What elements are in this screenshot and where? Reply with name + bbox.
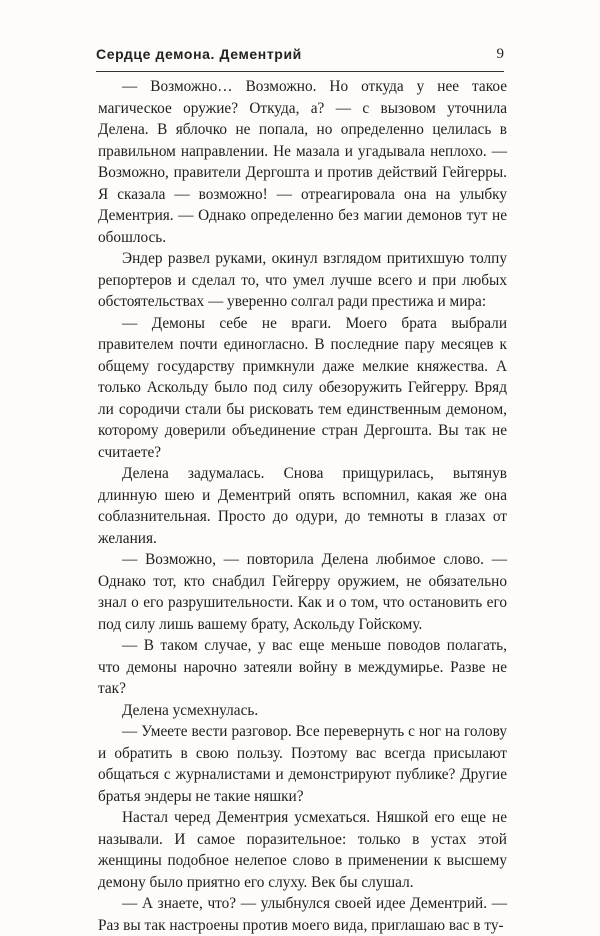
paragraph: Делена задумалась. Снова прищурилась, вытянув длинную шею и Дементрий опять вспомнил, какая же она соблазнительная. Просто до одури, до темноты в глазах от желания. bbox=[98, 465, 507, 547]
paragraph: Настал черед Дементрия усмехаться. Няшкой его еще не называли. И самое поразительное: только в устах этой женщины подобное нелепое слово в применении к высшему демону было приятно его слуху. Век бы слушал. bbox=[98, 809, 507, 891]
page-body bbox=[98, 76, 507, 936]
paragraph: — В таком случае, у вас еще меньше поводов полагать, что демоны нарочно затеяли войну в междумирье. Разве не так? bbox=[98, 637, 507, 697]
running-header bbox=[96, 44, 504, 68]
running-title: Сердце демона. Дементрий bbox=[96, 46, 302, 62]
page-number: 9 bbox=[496, 46, 504, 62]
header-rule bbox=[96, 71, 504, 72]
paragraph: Делена усмехнулась. bbox=[122, 701, 259, 719]
paragraph: Эндер развел руками, окинул взглядом притихшую толпу репортеров и сделал то, что умел лучше всего и при любых обстоятельствах — уверенно солгал ради престижа и мира: bbox=[98, 250, 507, 310]
paragraph: — Возможно, — повторила Делена любимое слово. — Однако тот, кто снабдил Гейгерру оружием, не обязательно знал о его разрушительности. Как и о том, что остановить его под силу лишь вашему брату, Аскольду Гойскому. bbox=[98, 551, 507, 633]
paragraph: — Возможно… Возможно. Но откуда у нее такое магическое оружие? Откуда, а? — с вызовом уточнила Делена. В яблочко не попала, но определенно целилась в правильном направлении. Не мазала и угадывала неплохо. — Возможно, правители Дергошта и против действий Гейгерры. Я сказала — возможно! — отреагировала она на улыбку Дементрия. — Однако определенно без магии демонов тут не обошлось. bbox=[98, 78, 507, 246]
paragraph: — Демоны себе не враги. Моего брата выбрали правителем почти единогласно. В последние пару месяцев к общему государству примкнули даже мелкие княжества. А только Аскольду было под силу обезоружить Гейгерру. Вряд ли сородичи стали бы рисковать тем единственным демоном, которому доверили объединение стран Дергошта. Вы так не считаете? bbox=[98, 314, 507, 461]
paragraph: — А знаете, что? — улыбнулся своей идее Дементрий. — Раз вы так настроены против моего вида, приглашаю вас в ту- bbox=[98, 895, 507, 934]
paragraph: — Умеете вести разговор. Все перевернуть с ног на голову и обратить в свою пользу. Поэтому вас всегда присылают общаться с журналистами и демонстрируют публике? Другие братья эндеры не такие няшки? bbox=[98, 723, 507, 805]
